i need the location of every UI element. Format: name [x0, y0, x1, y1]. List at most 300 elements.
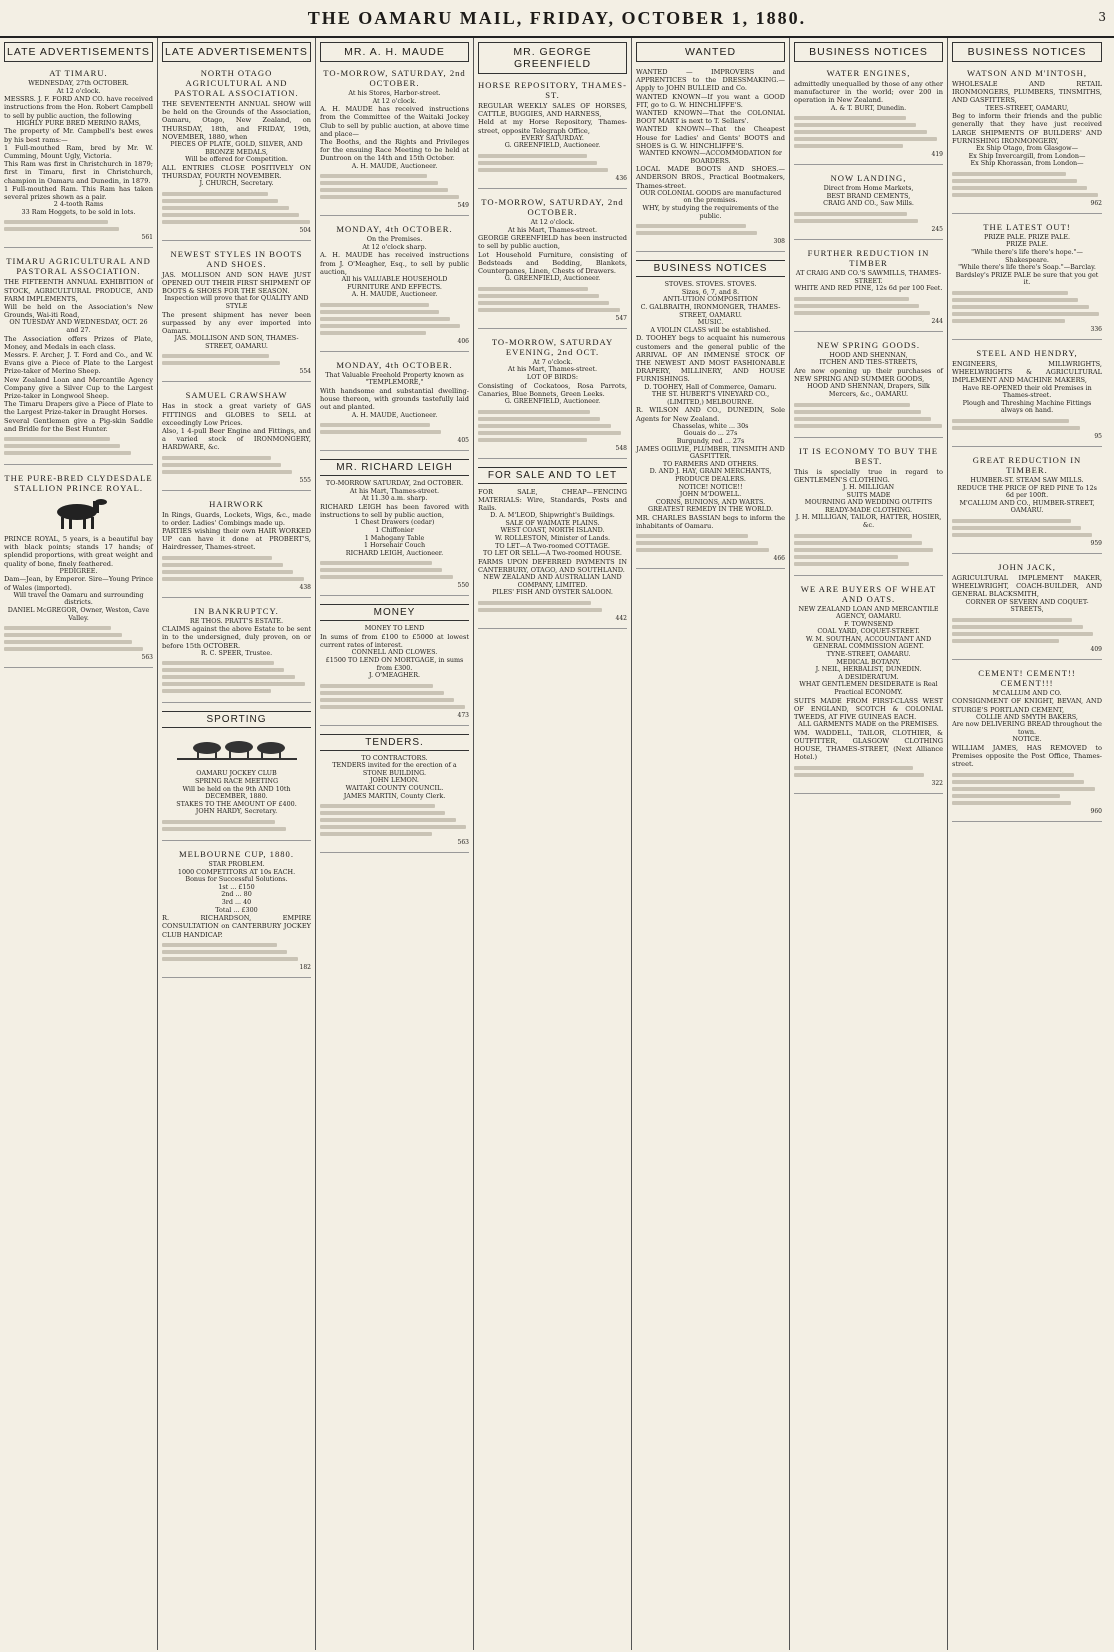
body-text-block — [4, 220, 153, 231]
ad-text: ITCHEN AND TIES-STREETS, — [819, 358, 918, 367]
ad-text: At his Mart, Thames-street. — [507, 225, 598, 234]
text-line — [162, 957, 298, 961]
advertisement — [320, 734, 469, 854]
ad-title: MONEY — [320, 604, 469, 621]
text-line — [794, 311, 930, 315]
ad-text: Plough and Threshing Machine Fittings always on hand. — [962, 398, 1092, 415]
text-line — [162, 682, 305, 686]
text-line — [952, 305, 1089, 309]
advertisement — [162, 390, 311, 490]
body-text-block — [162, 820, 311, 831]
body-text-block — [952, 172, 1102, 197]
ad-text: At 12 o'clock. — [530, 218, 575, 226]
ad-text: WHAT GENTLEMEN DESIDERATE is Real Practical ECONOMY. — [799, 680, 938, 697]
ad-text: WANTED — IMPROVERS and APPRENTICES to the DRESSMAKING.—Apply to JOHN BULLEID and Co. — [636, 68, 785, 93]
text-line — [952, 639, 1059, 643]
ad-text: D. TOOHEY begs to acquaint his numerous customers and the general public of the ARRIVAL OF AN IMMENSE STOCK OF THE NEWEST AND MOST FASHIONABLE DRAPERY, MILLINERY, AND HOUSE FURNISHINGS. — [636, 334, 785, 384]
text-line — [320, 195, 459, 199]
ad-title: GREAT REDUCTION IN TIMBER. — [972, 454, 1082, 475]
text-line — [4, 633, 122, 637]
advertisement — [952, 668, 1102, 822]
text-line — [320, 317, 450, 321]
text-line — [162, 820, 275, 824]
ad-text: JAS. MOLLISON AND SON HAVE JUST OPENED OUT THEIR FIRST SHIPMENT OF BOOTS & SHOES FOR THE SEASON. — [162, 270, 311, 296]
ad-text: D. A. M'LEOD, Shipwright's Buildings. — [490, 511, 615, 520]
ad-text: A DESIDERATUM. — [838, 672, 899, 681]
body-text-block — [952, 519, 1102, 537]
ad-title: TIMARU AGRICULTURAL AND PASTORAL ASSOCIATION. — [6, 256, 151, 277]
text-line — [794, 144, 903, 148]
body-text-block — [478, 410, 627, 442]
ad-text: RICHARD LEIGH, Auctioneer. — [345, 548, 444, 557]
text-line — [320, 174, 427, 178]
advertisement — [478, 197, 627, 329]
ad-text: Ex Ship Invercargill, from London— — [968, 151, 1086, 160]
body-text-block — [794, 766, 943, 777]
text-line — [478, 417, 600, 421]
text-line — [320, 423, 430, 427]
ad-text: DANIEL McGREGOR, Owner, Weston, Cave Valley. — [7, 606, 150, 622]
ad-text: This Ram was first in Christchurch in 1879; first in Timaru, first in Christchurch, champion in Oamaru and Dunedin, in 1879. — [4, 160, 153, 185]
ad-text: J. O'MEAGHER. — [368, 671, 421, 680]
ad-number: 182 — [299, 963, 311, 971]
ad-text: ANTI-UTION COMPOSITION — [663, 295, 758, 304]
text-line — [952, 519, 1071, 523]
ad-title: WE ARE BUYERS OF WHEAT AND OATS. — [800, 583, 937, 604]
body-text-block — [4, 437, 153, 455]
advertisement — [794, 340, 943, 438]
text-line — [952, 625, 1083, 629]
ad-text: Lot Household Furniture, consisting of Bedsteads and Bedding, Blankets, Counterpanes, Linen, Chests of Drawers. — [478, 250, 627, 275]
page-number: 3 — [1098, 10, 1106, 24]
ad-title: HORSE REPOSITORY, THAMES-ST. — [478, 80, 627, 100]
ad-title: TO-MORROW, SATURDAY, 2nd OCTOBER. — [323, 68, 466, 88]
ad-number: 245 — [931, 225, 943, 233]
text-line — [952, 794, 1060, 798]
ad-title: IT IS ECONOMY TO BUY THE BEST. — [799, 445, 938, 466]
body-text-block — [320, 174, 469, 199]
advertisement — [4, 68, 153, 248]
ad-text: Inspection will prove that for QUALITY AND STYLE — [164, 294, 309, 310]
body-text-block — [636, 534, 785, 552]
ad-number: 547 — [615, 314, 627, 322]
ad-text: Ex Ship Otago, from Glasgow— — [976, 144, 1078, 153]
ad-text: JOHN M'DOWELL. — [679, 490, 742, 499]
ad-text: Are now DELIVERING BREAD throughout the town. — [952, 720, 1102, 736]
ad-text: SUITS MADE — [846, 490, 891, 499]
advertisement — [320, 224, 469, 352]
ad-text: At 12 o'clock sharp. — [362, 242, 427, 251]
text-line — [162, 827, 286, 831]
body-text-block — [162, 556, 311, 581]
ad-text: TO-MORROW SATURDAY, 2nd OCTOBER. — [325, 479, 464, 488]
text-line — [320, 430, 441, 434]
text-line — [952, 186, 1087, 190]
text-line — [320, 188, 448, 192]
ad-number: 322 — [931, 779, 943, 787]
ad-text: STAR PROBLEM. — [208, 859, 265, 868]
text-line — [794, 541, 922, 545]
ad-text: Direct from Home Markets, — [823, 184, 914, 193]
ad-number: 95 — [1094, 432, 1102, 440]
ad-text: PILES' FISH AND OYSTER SALOON. — [492, 588, 613, 597]
text-line — [478, 601, 591, 605]
ad-text: SUITS MADE FROM FIRST-CLASS WEST OF ENGLAND, SCOTCH & COLONIAL TWEEDS, AT FIVE GUINEAS EACH. — [794, 696, 943, 722]
ad-number: 473 — [457, 711, 469, 719]
advertisement — [162, 249, 311, 383]
ad-text: 3rd ... 40 — [221, 897, 252, 906]
text-line — [794, 534, 912, 538]
column-header: WANTED — [636, 42, 785, 62]
advertisement — [794, 248, 943, 332]
ad-text: D. AND J. HAY, GRAIN MERCHANTS, PRODUCE DEALERS. — [649, 467, 772, 483]
ad-text: TO LET OR SELL—A Two-roomed HOUSE. — [483, 549, 622, 558]
column-header: BUSINESS NOTICES — [794, 42, 943, 62]
ad-text: Messrs. F. Archer, J. T. Ford and Co., and W. Evans give a Piece of Plate to the Largest Prize-taker of Merino Sheep. — [4, 351, 153, 376]
ad-text: Are now opening up their purchases of NEW SPRING AND SUMMER GOODS, — [794, 366, 943, 384]
ad-text: "While there's life there's hope."—Shakespeare. — [971, 247, 1083, 264]
ad-text: 1st ... £150 — [218, 882, 255, 891]
advertisement — [952, 455, 1102, 554]
body-text-block — [320, 561, 469, 579]
ad-title: STEEL AND HENDRY, — [976, 347, 1078, 358]
ad-text: A. H. MAUDE has received instructions from the Committee of the Waitaki Jockey Club to sell by public auction, at above time and place— — [320, 105, 469, 138]
ad-text: 1 Horsehair Couch — [363, 541, 426, 550]
ad-text: HUMBER-ST. STEAM SAW MILLS. — [970, 475, 1084, 484]
ad-text: admittedly unequalled by those of any other manufacturer in the world; over 200 in operation in New Zealand. — [794, 80, 943, 105]
ad-text: The property of Mr. Campbell's best ewes by his best rams:— — [4, 127, 153, 144]
text-line — [478, 168, 608, 172]
ad-text: JOHN HARDY, Secretary. — [195, 807, 278, 816]
ad-number: 555 — [299, 476, 311, 484]
text-line — [162, 689, 271, 693]
ad-text: HIGHLY PURE BRED MERINO RAMS, — [16, 118, 141, 127]
text-line — [478, 608, 602, 612]
text-line — [320, 705, 465, 709]
text-line — [952, 298, 1078, 302]
text-line — [320, 181, 438, 185]
ad-text: At 12 o'clock. — [372, 96, 417, 105]
text-line — [162, 570, 293, 574]
ad-number: 442 — [615, 614, 627, 622]
ad-title: NOW LANDING, — [830, 173, 907, 184]
ad-number: 563 — [457, 839, 469, 847]
ad-text: REDUCE THE PRICE OF RED PINE To 12s 6d per 100ft. — [957, 483, 1097, 500]
text-line — [794, 219, 918, 223]
text-line — [320, 684, 433, 688]
body-text-block — [320, 804, 469, 836]
text-line — [320, 561, 432, 565]
ad-text: A. H. MAUDE has received instructions from J. O'Meagher, Esq., to sell by public auction, — [320, 251, 469, 276]
text-line — [952, 632, 1093, 636]
text-line — [794, 410, 921, 414]
ad-number: 563 — [141, 654, 153, 662]
masthead-title: THE OAMARU MAIL, FRIDAY, OCTOBER 1, 1880. — [307, 7, 807, 28]
body-text-block — [794, 297, 943, 315]
advertisement — [4, 256, 153, 465]
ad-text: J. H. MILLIGAN, TAILOR, HATTER, HOSIER, &c. — [795, 513, 942, 529]
ad-text: Held at my Horse Repository, Thames-street, opposite Telegraph Office, — [478, 118, 627, 135]
ad-text: Bardsley's PRIZE PALE be sure that you get it. — [955, 270, 1099, 287]
ad-text: WHOLESALE AND RETAIL IRONMONGERS, PLUMBERS, TINSMITHS, AND GASFITTERS, — [952, 80, 1102, 105]
ad-text: A VIOLIN CLASS will be established. — [650, 325, 771, 334]
body-text-block — [162, 354, 311, 365]
ad-text: TO LET—A Two-roomed COTTAGE. — [495, 541, 610, 550]
ad-text: GREATEST REMEDY IN THE WORLD. — [648, 505, 773, 514]
body-text-block — [162, 192, 311, 224]
text-line — [952, 787, 1095, 791]
ad-text: READY-MADE CLOTHING. — [824, 505, 913, 514]
column-header: LATE ADVERTISEMENTS — [162, 42, 311, 62]
text-line — [636, 541, 758, 545]
ad-text: Will travel the Oamaru and surrounding districts. — [13, 590, 144, 607]
ad-text: COLLIE AND SMYTH BAKERS, — [976, 712, 1078, 721]
ad-text: Will be held on the 9th AND 10th DECEMBER, 1880. — [182, 784, 291, 801]
ad-text: In Rings, Guards, Lockets, Wigs, &c., made to order. Ladies' Combings made up. — [162, 510, 311, 527]
column-3 — [316, 38, 474, 1650]
advertisement — [636, 260, 785, 569]
body-text-block — [478, 287, 627, 312]
text-line — [162, 661, 274, 665]
body-text-block — [478, 154, 627, 172]
ad-text: W. ROLLESTON, Minister of Lands. — [494, 533, 611, 542]
ad-text: REGULAR WEEKLY SALES OF HORSES, CATTLE, BUGGIES, AND HARNESS, — [478, 102, 627, 119]
text-line — [952, 179, 1077, 183]
ad-text: PEDIGREE. — [59, 566, 98, 575]
column-1 — [0, 38, 158, 1650]
ad-text: LOT OF BIRDS: — [526, 372, 579, 381]
advertisement — [794, 584, 943, 794]
text-line — [162, 675, 295, 679]
text-line — [952, 533, 1092, 537]
ad-text: OUR COLONIAL GOODS are manufactured on the premises. — [639, 188, 782, 205]
ad-text: Sizes, 6, 7, and 8. — [681, 287, 740, 296]
ad-text: J. NEIL, HERBALIST, DUNEDIN. — [815, 665, 922, 674]
ad-text: At his Stores, Harbor-street. — [348, 89, 441, 97]
ad-text: TYNE-STREET, OAMARU. — [826, 650, 911, 659]
column-2 — [158, 38, 316, 1650]
text-line — [794, 766, 913, 770]
ad-title: NEWEST STYLES IN BOOTS AND SHOES. — [170, 248, 303, 269]
ad-text: TO CONTRACTORS. — [361, 753, 428, 762]
ad-number: 419 — [931, 151, 943, 159]
column-6 — [790, 38, 948, 1650]
text-line — [320, 310, 439, 314]
ad-text: Gouais do ... 27s — [683, 429, 738, 438]
text-line — [162, 950, 287, 954]
text-line — [4, 220, 108, 224]
body-text-block — [320, 303, 469, 335]
ad-title: MONDAY, 4th OCTOBER. — [336, 224, 453, 235]
text-line — [952, 526, 1081, 530]
ad-text: ALL ENTRIES CLOSE POSITIVELY ON THURSDAY, FOURTH NOVEMBER. — [162, 163, 311, 180]
ad-text: Has in stock a great variety of GAS FITTINGS and GLOBES to SELL at exceedingly Low Prices. — [162, 402, 311, 427]
text-line — [162, 470, 292, 474]
body-text-block — [162, 943, 311, 961]
advertisement — [478, 337, 627, 459]
text-line — [4, 437, 110, 441]
ad-text: 33 Ram Hoggets, to be sold in lots. — [21, 207, 136, 216]
advertisement — [636, 68, 785, 252]
ad-text: WILLIAM JAMES, HAS REMOVED to Premises opposite the Post Office, Thames-street. — [952, 744, 1102, 769]
ad-number: 409 — [1090, 645, 1102, 653]
ad-text: MR. CHARLES BASSIAN begs to inform the inhabitants of Oamaru. — [636, 513, 785, 531]
ad-text: ON TUESDAY AND WEDNESDAY, OCT. 26 and 27. — [9, 318, 148, 335]
ad-text: BEST BRAND CEMENTS, — [826, 191, 911, 200]
text-line — [478, 301, 609, 305]
ad-number: 466 — [773, 555, 785, 563]
ad-text: G. GREENFIELD, Auctioneer. — [504, 396, 601, 405]
ad-text: Total ... £300 — [215, 905, 258, 914]
ad-text: That Valuable Freehold Property known as "TEMPLEMORE," — [325, 370, 464, 387]
ad-text: The Booths, and the Rights and Privileges for the ensuing Race Meeting to be held at Duntroon on the 14th and 15th October. — [320, 138, 469, 163]
column-header: MR. A. H. MAUDE — [320, 42, 469, 62]
ad-text: Will be offered for Competition. — [185, 155, 288, 164]
column-5 — [632, 38, 790, 1650]
advertisement — [794, 68, 943, 165]
ad-text: A. & T. BURT, Dunedin. — [830, 103, 907, 112]
ad-title: THE PURE-BRED CLYDESDALE STALLION PRINCE ROYAL. — [4, 473, 153, 494]
text-line — [636, 224, 746, 228]
ad-text: Burgundy, red ... 27s — [676, 436, 745, 445]
ad-text: PRIZE PALE. PRIZE PALE. — [983, 232, 1071, 241]
ad-text: PARTIES wishing their own HAIR WORKED UP can have it done at PROBERT'S, Hairdresser, Thames-street. — [162, 527, 311, 552]
ad-text: Also, 1 4-pull Beer Engine and Fittings, and a varied stock of IRONMONGERY, HARDWARE, &c. — [162, 427, 311, 452]
ad-text: JAS. MOLLISON AND SON, THAMES-STREET, OAMARU. — [174, 334, 299, 350]
ad-text: WEDNESDAY, 27th OCTOBER. — [28, 79, 129, 87]
text-line — [162, 220, 310, 224]
ad-title: IN BANKRUPTCY. — [194, 605, 279, 616]
text-line — [952, 312, 1099, 316]
ad-text: G. GREENFIELD, Auctioneer. — [504, 141, 601, 150]
text-line — [794, 130, 927, 134]
ad-title: WATER ENGINES, — [826, 68, 911, 78]
ad-text: TEES-STREET, OAMARU, — [985, 103, 1069, 112]
racing-illustration — [172, 732, 301, 766]
text-line — [794, 562, 909, 566]
ad-text: TO FARMERS AND OTHERS. — [662, 459, 759, 468]
text-line — [320, 331, 426, 335]
ad-text: HOOD AND SHENNAN, — [829, 350, 908, 359]
ad-text: At 11.30 a.m. sharp. — [361, 494, 428, 503]
ad-text: At 12 o'clock. — [56, 86, 101, 95]
ad-text: ENGINEERS, MILLWRIGHTS, WHEELWRIGHTS & AGRICULTURAL IMPLEMENT AND MACHINE MAKERS, — [952, 359, 1102, 385]
ad-text: MONEY TO LEND — [364, 624, 425, 633]
body-text-block — [952, 773, 1102, 805]
column-4 — [474, 38, 632, 1650]
body-text-block — [4, 626, 153, 651]
ad-text: MOURNING AND WEDDING OUTFITS — [804, 498, 933, 507]
ad-number: 436 — [615, 175, 627, 182]
ad-number: 504 — [299, 226, 311, 234]
ad-text: NOTICE. — [1012, 735, 1042, 744]
ad-text: 2 4-tooth Rams — [53, 200, 104, 209]
ad-title: TENDERS. — [320, 734, 469, 751]
ad-title: AT TIMARU. — [49, 68, 108, 78]
ad-text: RE THOS. PRATT'S ESTATE. — [189, 616, 284, 625]
text-line — [162, 943, 277, 947]
ad-text: A. H. MAUDE, Auctioneer. — [351, 410, 438, 419]
ad-title: FOR SALE AND TO LET — [478, 467, 627, 484]
ad-text: Several Gentlemen give a Pig-skin Saddle and Bridle for the Best Hunter. — [4, 416, 153, 433]
text-line — [952, 291, 1068, 295]
ad-text: NEW ZEALAND AND AUSTRALIAN LAND COMPANY, LIMITED. — [483, 573, 622, 589]
ad-text: STAKES TO THE AMOUNT OF £400. — [176, 799, 297, 808]
ad-text: 2nd ... 80 — [221, 890, 252, 899]
text-line — [478, 294, 599, 298]
text-line — [162, 668, 284, 672]
advertisement — [320, 360, 469, 451]
text-line — [4, 626, 111, 630]
ad-number: 959 — [1090, 539, 1102, 547]
ad-text: SALE OF WAIMATE PLAINS. — [505, 518, 600, 527]
ad-text: TENDERS invited for the erection of a STONE BUILDING. — [332, 761, 457, 777]
ad-text: FARMS UPON DEFERRED PAYMENTS IN CANTERBURY, OTAGO, AND SOUTHLAND. — [478, 557, 627, 574]
text-line — [320, 575, 453, 579]
text-line — [478, 161, 597, 165]
ad-text: THE SEVENTEENTH ANNUAL SHOW will be held on the Grounds of the Association, Oamaru, Otago, New Zealand, on THURSDAY, 18th, and FRIDAY, 19th, NOVEMBER, 1880, when — [162, 100, 311, 141]
text-line — [478, 438, 587, 442]
column-header: MR. GEORGE GREENFIELD — [478, 42, 627, 74]
text-line — [162, 577, 304, 581]
ad-text: MUSIC. — [697, 318, 724, 327]
ad-text: "While there's life there's Soap."—Barclay. — [958, 263, 1096, 272]
ad-text: AGRICULTURAL IMPLEMENT MAKER, WHEELWRIGHT, COACH-BUILDER, AND GENERAL BLACKSMITH, — [952, 573, 1102, 599]
ad-title: BUSINESS NOTICES — [636, 260, 785, 277]
ad-text: WHITE AND RED PINE, 12s 6d per 100 Feet. — [794, 284, 943, 293]
ad-text: WANTED KNOWN—That the COLONIAL BOOT MART is next to T. Sellars'. — [636, 109, 785, 126]
ad-text: The Association offers Prizes of Plate, Money, and Medals in each class. — [4, 334, 153, 351]
ad-number: 549 — [457, 202, 469, 210]
text-line — [952, 780, 1084, 784]
text-line — [162, 213, 299, 217]
ad-text: HOOD AND SHENNAN, Drapers, Silk Mercers, &c., OAMARU. — [807, 382, 930, 398]
text-line — [4, 647, 143, 651]
text-line — [478, 287, 588, 291]
ad-text: JOHN LEMON. — [370, 776, 419, 785]
ad-text: ALL GARMENTS MADE on the PREMISES. — [798, 720, 939, 729]
ad-text: STOVES. STOVES. STOVES. — [664, 280, 757, 289]
advertisement — [794, 173, 943, 240]
ad-text: All his VALUABLE HOUSEHOLD FURNITURE AND EFFECTS. — [341, 275, 448, 291]
ad-number: 548 — [615, 444, 627, 452]
ad-number: 405 — [457, 437, 469, 445]
text-line — [478, 424, 611, 428]
body-text-block — [794, 116, 943, 148]
ad-text: FOR SALE, CHEAP—FENCING MATERIALS: Wire, Standards, Posts and Rails. — [478, 487, 627, 512]
ad-text: WANTED KNOWN—That the Cheapest House for Ladies' and Gents' BOOTS and SHOES is G. W. HINCHLIFFE'S. — [636, 125, 785, 150]
text-line — [4, 451, 131, 455]
text-line — [478, 308, 620, 312]
ad-title: NORTH OTAGO AGRICULTURAL AND PASTORAL ASSOCIATION. — [174, 68, 299, 98]
text-line — [478, 431, 621, 435]
ad-text: This is specially true in regard to GENTLEMEN'S CLOTHING. — [794, 467, 943, 484]
ad-text: WM. WADDELL, TAILOR, CLOTHIER, & OUTFITTER, GLASGOW CLOTHING HOUSE, THAMES-STREET, (Next Alliance Hotel.) — [794, 728, 943, 762]
text-line — [162, 354, 269, 358]
ad-text: Beg to inform their friends and the public generally that they have just received LARGE SHIPMENTS OF BUILDERS' AND FURNISHING IRONMONGERY, — [952, 112, 1102, 145]
text-line — [162, 463, 281, 467]
ad-title: MONDAY, 4th OCTOBER. — [336, 359, 453, 370]
body-text-block — [162, 661, 311, 693]
columns — [0, 38, 1114, 1650]
ad-title: FURTHER REDUCTION IN TIMBER — [807, 247, 930, 268]
ad-text: JAMES MARTIN, County Clerk. — [343, 791, 446, 800]
text-line — [162, 192, 268, 196]
ad-text: 1 Full-mouthed Ram, bred by Mr. W. Cumming, Mount Ugly, Victoria. — [4, 143, 153, 160]
ad-text: At 7 o'clock. — [532, 357, 573, 366]
text-line — [162, 361, 280, 365]
ad-title: TO-MORROW, SATURDAY EVENING, 2nd OCT. — [491, 336, 614, 357]
